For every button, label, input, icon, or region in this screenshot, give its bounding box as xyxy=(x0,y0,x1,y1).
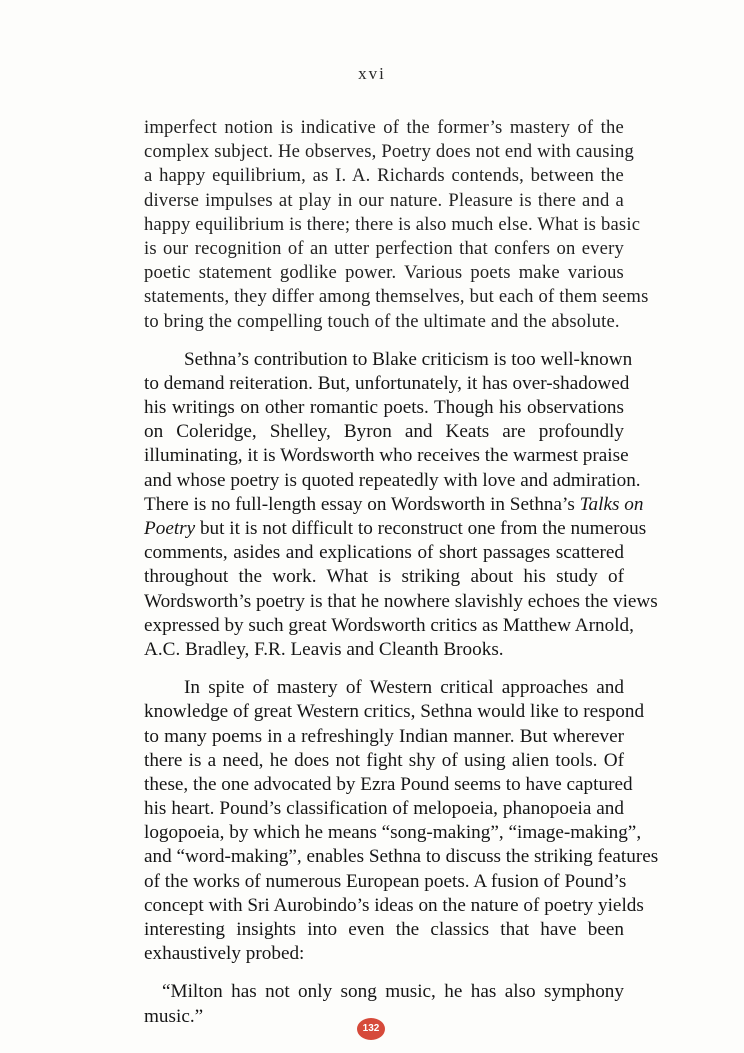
book-title-italic: Talks on xyxy=(579,493,644,515)
text-line: diverse impulses at play in our nature. Pleasure is there and a xyxy=(144,189,624,211)
text-line-rest: but it is not difficult to reconstruct one from the numerous xyxy=(195,518,647,539)
paragraph-1 xyxy=(144,116,649,334)
text-line: happy equilibrium is there; there is also much else. What is basic xyxy=(144,213,641,235)
text-line: to bring the compelling touch of the ultimate and the absolute. xyxy=(144,310,620,332)
text-line: statements, they differ among themselves, but each of them seems xyxy=(144,286,649,308)
text-line: and “word-making”, enables Sethna to discuss the striking features xyxy=(144,846,659,868)
text-line: his writings on other romantic poets. Though his observations xyxy=(144,397,624,419)
text-line: to many poems in a refreshingly Indian manner. But wherever xyxy=(144,725,624,747)
text-line: imperfect notion is indicative of the former’s mastery of the xyxy=(144,117,624,138)
text-line: poetic statement godlike power. Various poets make various xyxy=(144,262,624,284)
text-line: Wordsworth’s poetry is that he nowhere slavishly echoes the views xyxy=(144,590,658,612)
text-line-with-title xyxy=(144,517,647,541)
text-line: these, the one advocated by Ezra Pound seems to have captured xyxy=(144,773,633,795)
text-line: there is a need, he does not fight shy of using alien tools. Of xyxy=(144,749,624,771)
text-line: illuminating, it is Wordsworth who receives the warmest praise xyxy=(144,445,629,467)
text-line: expressed by such great Wordsworth critics as Matthew Arnold, xyxy=(144,614,634,636)
text-line: Sethna’s contribution to Blake criticism is too well-known xyxy=(184,348,633,370)
quote-line: “Milton has not only song music, he has also symphony xyxy=(162,981,624,1003)
block-quote xyxy=(144,980,624,1028)
paragraph-2 xyxy=(144,348,658,662)
text-line: his heart. Pound’s classification of melopoeia, phanopoeia and xyxy=(144,798,624,820)
book-title-italic: Poetry xyxy=(144,518,196,539)
text-line: concept with Sri Aurobindo’s ideas on the nature of poetry yields xyxy=(144,894,644,916)
text-line-start: There is no full-length essay on Wordsworth in Sethna’s xyxy=(144,493,575,515)
text-line: to demand reiteration. But, unfortunately, it has over-shadowed xyxy=(144,372,630,394)
text-line: is our recognition of an utter perfection that confers on every xyxy=(144,237,624,259)
text-line: In spite of mastery of Western critical approaches and xyxy=(184,677,624,699)
text-line: comments, asides and explications of short passages scattered xyxy=(144,542,624,564)
paragraph-3 xyxy=(144,676,659,966)
text-line: throughout the work. What is striking about his study of xyxy=(144,566,624,588)
quote-line: music.” xyxy=(144,1005,204,1027)
text-line: on Coleridge, Shelley, Byron and Keats are profoundly xyxy=(144,421,624,443)
text-line: knowledge of great Western critics, Sethna would like to respond xyxy=(144,701,645,723)
page-number-roman: xvi xyxy=(358,64,386,83)
text-line: A.C. Bradley, F.R. Leavis and Cleanth Brooks. xyxy=(144,638,504,660)
text-line: of the works of numerous European poets. A fusion of Pound’s xyxy=(144,870,627,892)
text-line-with-title xyxy=(144,493,644,517)
text-line: a happy equilibrium, as I. A. Richards contends, between the xyxy=(144,165,624,187)
text-line: exhaustively probed: xyxy=(144,943,305,965)
text-line: complex subject. He observes, Poetry does not end with causing xyxy=(144,141,635,163)
text-line: interesting insights into even the classics that have been xyxy=(144,919,624,940)
page-number-badge: 132 xyxy=(357,1018,385,1040)
text-body xyxy=(144,116,659,1043)
text-line: logopoeia, by which he means “song-making”, “image-making”, xyxy=(144,822,642,844)
text-line: and whose poetry is quoted repeatedly with love and admiration. xyxy=(144,469,641,491)
